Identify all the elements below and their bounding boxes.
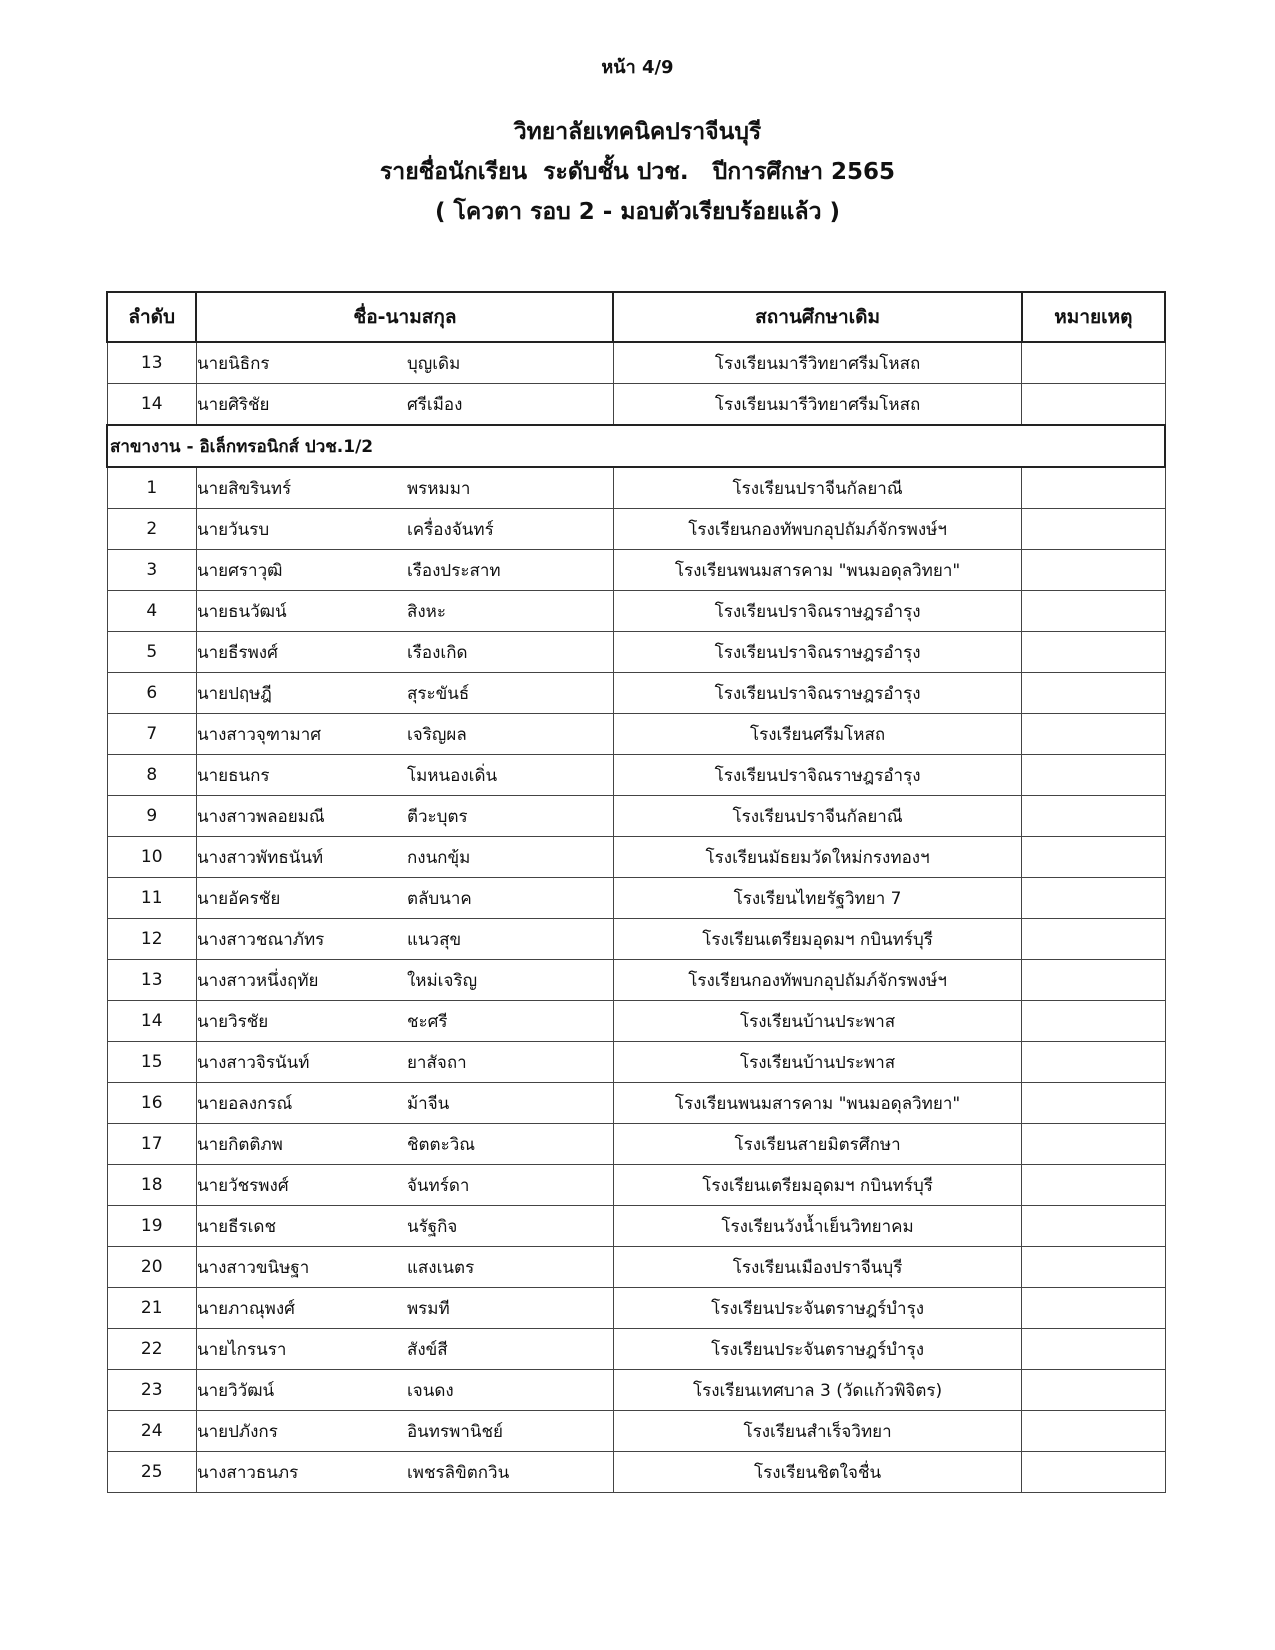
- row-name: [196, 1165, 613, 1206]
- table-row: [107, 673, 1165, 714]
- row-school: โรงเรียนประจันตราษฎร์บำรุง: [613, 1329, 1021, 1370]
- row-name: [196, 1083, 613, 1124]
- row-number: 15: [107, 1042, 196, 1083]
- row-number: 24: [107, 1411, 196, 1452]
- row-first-name: นายธีรพงศ์: [196, 642, 278, 663]
- header-school: สถานศึกษาเดิม: [613, 292, 1021, 342]
- row-last-name: ชิตตะวิณ: [406, 1134, 476, 1155]
- row-number: 14: [107, 1001, 196, 1042]
- row-number: 9: [107, 796, 196, 837]
- row-number: 18: [107, 1165, 196, 1206]
- row-note: [1022, 1001, 1165, 1042]
- row-school: โรงเรียนศรีมโหสถ: [613, 714, 1021, 755]
- row-last-name: เรืองเกิด: [406, 642, 468, 663]
- roster-body: [107, 342, 1165, 1493]
- row-note: [1022, 1206, 1165, 1247]
- row-number: 13: [107, 960, 196, 1001]
- row-note: [1022, 714, 1165, 755]
- row-school: โรงเรียนกองทัพบกอุปถัมภ์จักรพงษ์ฯ: [613, 509, 1021, 550]
- row-last-name: เครื่องจันทร์: [406, 519, 494, 540]
- table-row: [107, 878, 1165, 919]
- table-row: [107, 1042, 1165, 1083]
- row-note: [1022, 342, 1165, 384]
- row-number: 4: [107, 591, 196, 632]
- row-first-name: นางสาวธนภร: [196, 1462, 299, 1483]
- row-school: โรงเรียนเมืองปราจีนบุรี: [613, 1247, 1021, 1288]
- row-name: [196, 796, 613, 837]
- table-row: [107, 1083, 1165, 1124]
- row-number: 17: [107, 1124, 196, 1165]
- row-last-name: เจริญผล: [406, 724, 467, 745]
- row-name: [196, 673, 613, 714]
- row-name: [196, 509, 613, 550]
- row-note: [1022, 1288, 1165, 1329]
- row-name: [196, 1206, 613, 1247]
- table-row: [107, 342, 1165, 384]
- row-last-name: ชะศรี: [406, 1011, 448, 1032]
- row-last-name: กงนกขุ้ม: [406, 847, 471, 868]
- row-note: [1022, 384, 1165, 426]
- row-note: [1022, 919, 1165, 960]
- section-row: [107, 425, 1165, 467]
- row-school: โรงเรียนไทยรัฐวิทยา 7: [613, 878, 1021, 919]
- row-last-name: แสงเนตร: [406, 1257, 475, 1278]
- row-number: 23: [107, 1370, 196, 1411]
- row-first-name: นางสาวชณาภัทร: [196, 929, 325, 950]
- row-note: [1022, 632, 1165, 673]
- table-row: [107, 1411, 1165, 1452]
- row-name: [196, 1124, 613, 1165]
- row-note: [1022, 1083, 1165, 1124]
- row-last-name: ตลับนาค: [406, 888, 472, 909]
- table-row: [107, 1124, 1165, 1165]
- table-row: [107, 550, 1165, 591]
- row-number: 1: [107, 467, 196, 509]
- row-number: 16: [107, 1083, 196, 1124]
- row-school: โรงเรียนเตรียมอุดมฯ กบินทร์บุรี: [613, 919, 1021, 960]
- row-name: [196, 1288, 613, 1329]
- row-name: [196, 342, 613, 384]
- table-row: [107, 1247, 1165, 1288]
- row-school: โรงเรียนมารีวิทยาศรีมโหสถ: [613, 384, 1021, 426]
- row-first-name: นายธนกร: [196, 765, 270, 786]
- row-name: [196, 755, 613, 796]
- table-row: [107, 755, 1165, 796]
- table-row: [107, 796, 1165, 837]
- title-line-quota: ( โควตา รอบ 2 - มอบตัวเรียบร้อยแล้ว ): [434, 199, 841, 225]
- row-first-name: นายปฤษฎี: [196, 683, 272, 704]
- row-name: [196, 1370, 613, 1411]
- row-name: [196, 714, 613, 755]
- row-school: โรงเรียนปราจีนกัลยาณี: [613, 467, 1021, 509]
- row-first-name: นางสาวหนึ่งฤทัย: [196, 970, 319, 991]
- row-name: [196, 919, 613, 960]
- row-school: โรงเรียนปราจีนกัลยาณี: [613, 796, 1021, 837]
- row-last-name: เพชรลิขิตกวิน: [406, 1462, 510, 1483]
- row-first-name: นายนิธิกร: [196, 353, 270, 374]
- row-note: [1022, 1411, 1165, 1452]
- row-school: โรงเรียนสายมิตรศึกษา: [613, 1124, 1021, 1165]
- row-name: [196, 1042, 613, 1083]
- table-row: [107, 837, 1165, 878]
- row-note: [1022, 796, 1165, 837]
- table-row: [107, 509, 1165, 550]
- row-first-name: นายสิขรินทร์: [196, 478, 292, 499]
- row-number: 14: [107, 384, 196, 426]
- title-line-roster: รายชื่อนักเรียน ระดับชั้น ปวช. ปีการศึกษา 2565: [379, 159, 896, 185]
- row-name: [196, 591, 613, 632]
- row-name: [196, 960, 613, 1001]
- row-last-name: จันทร์ดา: [406, 1175, 470, 1196]
- row-last-name: แนวสุข: [406, 929, 462, 950]
- row-note: [1022, 1329, 1165, 1370]
- table-row: [107, 919, 1165, 960]
- row-number: 25: [107, 1452, 196, 1493]
- row-first-name: นายวิวัฒน์: [196, 1380, 275, 1401]
- row-name: [196, 632, 613, 673]
- row-school: โรงเรียนปราจิณราษฎรอำรุง: [613, 755, 1021, 796]
- table-row: [107, 714, 1165, 755]
- row-note: [1022, 550, 1165, 591]
- row-last-name: ยาสัจถา: [406, 1052, 467, 1073]
- row-first-name: นายธีรเดช: [196, 1216, 276, 1237]
- row-note: [1022, 755, 1165, 796]
- row-school: โรงเรียนมารีวิทยาศรีมโหสถ: [613, 342, 1021, 384]
- row-note: [1022, 837, 1165, 878]
- row-last-name: ม้าจีน: [406, 1093, 450, 1114]
- row-first-name: นายอลงกรณ์: [196, 1093, 293, 1114]
- row-school: โรงเรียนปราจิณราษฎรอำรุง: [613, 673, 1021, 714]
- row-note: [1022, 1124, 1165, 1165]
- row-note: [1022, 467, 1165, 509]
- row-name: [196, 384, 613, 426]
- row-number: 7: [107, 714, 196, 755]
- row-note: [1022, 673, 1165, 714]
- row-last-name: เจนดง: [406, 1380, 454, 1401]
- row-school: โรงเรียนวังน้ำเย็นวิทยาคม: [613, 1206, 1021, 1247]
- row-last-name: นรัฐกิจ: [406, 1216, 458, 1237]
- row-name: [196, 837, 613, 878]
- table-row: [107, 1001, 1165, 1042]
- row-school: โรงเรียนพนมสารคาม "พนมอดุลวิทยา": [613, 550, 1021, 591]
- row-name: [196, 1001, 613, 1042]
- row-note: [1022, 878, 1165, 919]
- row-last-name: เรืองประสาท: [406, 560, 501, 581]
- row-name: [196, 1411, 613, 1452]
- table-row: [107, 591, 1165, 632]
- row-first-name: นายไกรนรา: [196, 1339, 287, 1360]
- row-first-name: นางสาวจิรนันท์: [196, 1052, 310, 1073]
- row-school: โรงเรียนชิตใจชื่น: [613, 1452, 1021, 1493]
- row-note: [1022, 591, 1165, 632]
- row-last-name: ตีวะบุตร: [406, 806, 468, 827]
- student-roster-table: [106, 291, 1166, 1493]
- row-last-name: สังข์สี: [406, 1339, 448, 1360]
- title-line-college: วิทยาลัยเทคนิคปราจีนบุรี: [513, 119, 762, 145]
- row-first-name: นางสาวจุฑามาศ: [196, 724, 322, 745]
- row-note: [1022, 509, 1165, 550]
- row-first-name: นายภาณุพงศ์: [196, 1298, 295, 1319]
- row-school: โรงเรียนมัธยมวัดใหม่กรงทองฯ: [613, 837, 1021, 878]
- row-first-name: นายปภังกร: [196, 1421, 278, 1442]
- row-last-name: บุญเดิม: [406, 353, 461, 374]
- row-last-name: โมหนองเดิ่น: [406, 765, 498, 786]
- row-first-name: นายธนวัฒน์: [196, 601, 287, 622]
- table-row: [107, 1329, 1165, 1370]
- row-name: [196, 1247, 613, 1288]
- row-number: 11: [107, 878, 196, 919]
- row-last-name: อินทรพานิชย์: [406, 1421, 504, 1442]
- row-name: [196, 878, 613, 919]
- row-last-name: สิงหะ: [406, 601, 446, 622]
- row-note: [1022, 1370, 1165, 1411]
- row-school: โรงเรียนเตรียมอุดมฯ กบินทร์บุรี: [613, 1165, 1021, 1206]
- table-row: [107, 1288, 1165, 1329]
- header-note: หมายเหตุ: [1022, 292, 1165, 342]
- row-name: [196, 550, 613, 591]
- row-school: โรงเรียนเทศบาล 3 (วัดแก้วพิจิตร): [613, 1370, 1021, 1411]
- row-school: โรงเรียนกองทัพบกอุปถัมภ์จักรพงษ์ฯ: [613, 960, 1021, 1001]
- table-row: [107, 467, 1165, 509]
- row-number: 3: [107, 550, 196, 591]
- row-last-name: สุระขันธ์: [406, 683, 470, 704]
- row-number: 21: [107, 1288, 196, 1329]
- row-first-name: นายวันรบ: [196, 519, 270, 540]
- row-first-name: นายวัชรพงศ์: [196, 1175, 289, 1196]
- row-note: [1022, 1042, 1165, 1083]
- row-note: [1022, 960, 1165, 1001]
- row-last-name: พรมที: [406, 1298, 450, 1319]
- row-school: โรงเรียนพนมสารคาม "พนมอดุลวิทยา": [613, 1083, 1021, 1124]
- row-school: โรงเรียนประจันตราษฎร์บำรุง: [613, 1288, 1021, 1329]
- row-note: [1022, 1247, 1165, 1288]
- row-note: [1022, 1452, 1165, 1493]
- row-number: 10: [107, 837, 196, 878]
- table-row: [107, 960, 1165, 1001]
- row-number: 6: [107, 673, 196, 714]
- row-number: 13: [107, 342, 196, 384]
- row-school: โรงเรียนบ้านประพาส: [613, 1001, 1021, 1042]
- document-title: [0, 112, 1275, 232]
- row-first-name: นายวิรชัย: [196, 1011, 269, 1032]
- row-number: 22: [107, 1329, 196, 1370]
- row-first-name: นางสาวขนิษฐา: [196, 1257, 310, 1278]
- header-order: ลำดับ: [107, 292, 196, 342]
- row-number: 20: [107, 1247, 196, 1288]
- row-name: [196, 467, 613, 509]
- row-school: โรงเรียนปราจิณราษฎรอำรุง: [613, 591, 1021, 632]
- table-row: [107, 632, 1165, 673]
- row-first-name: นายศราวุฒิ: [196, 560, 283, 581]
- row-first-name: นายอัครชัย: [196, 888, 281, 909]
- table-header-row: [107, 292, 1165, 342]
- row-number: 12: [107, 919, 196, 960]
- table-row: [107, 384, 1165, 426]
- table-row: [107, 1165, 1165, 1206]
- page-number: หน้า 4/9: [601, 57, 674, 78]
- section-label: สาขางาน - อิเล็กทรอนิกส์ ปวช.1/2: [107, 425, 1165, 467]
- table-row: [107, 1370, 1165, 1411]
- row-number: 2: [107, 509, 196, 550]
- row-first-name: นางสาวพลอยมณี: [196, 806, 325, 827]
- row-school: โรงเรียนสำเร็จวิทยา: [613, 1411, 1021, 1452]
- row-first-name: นางสาวพัทธนันท์: [196, 847, 324, 868]
- table-row: [107, 1206, 1165, 1247]
- header-name: ชื่อ-นามสกุล: [196, 292, 613, 342]
- row-last-name: พรหมมา: [406, 478, 471, 499]
- row-school: โรงเรียนบ้านประพาส: [613, 1042, 1021, 1083]
- row-number: 5: [107, 632, 196, 673]
- row-number: 19: [107, 1206, 196, 1247]
- row-last-name: ศรีเมือง: [406, 394, 463, 415]
- row-school: โรงเรียนปราจิณราษฎรอำรุง: [613, 632, 1021, 673]
- row-first-name: นายศิริชัย: [196, 394, 270, 415]
- row-name: [196, 1329, 613, 1370]
- row-number: 8: [107, 755, 196, 796]
- row-name: [196, 1452, 613, 1493]
- row-first-name: นายกิตติภพ: [196, 1134, 283, 1155]
- row-last-name: ใหม่เจริญ: [406, 970, 478, 991]
- table-row: [107, 1452, 1165, 1493]
- row-note: [1022, 1165, 1165, 1206]
